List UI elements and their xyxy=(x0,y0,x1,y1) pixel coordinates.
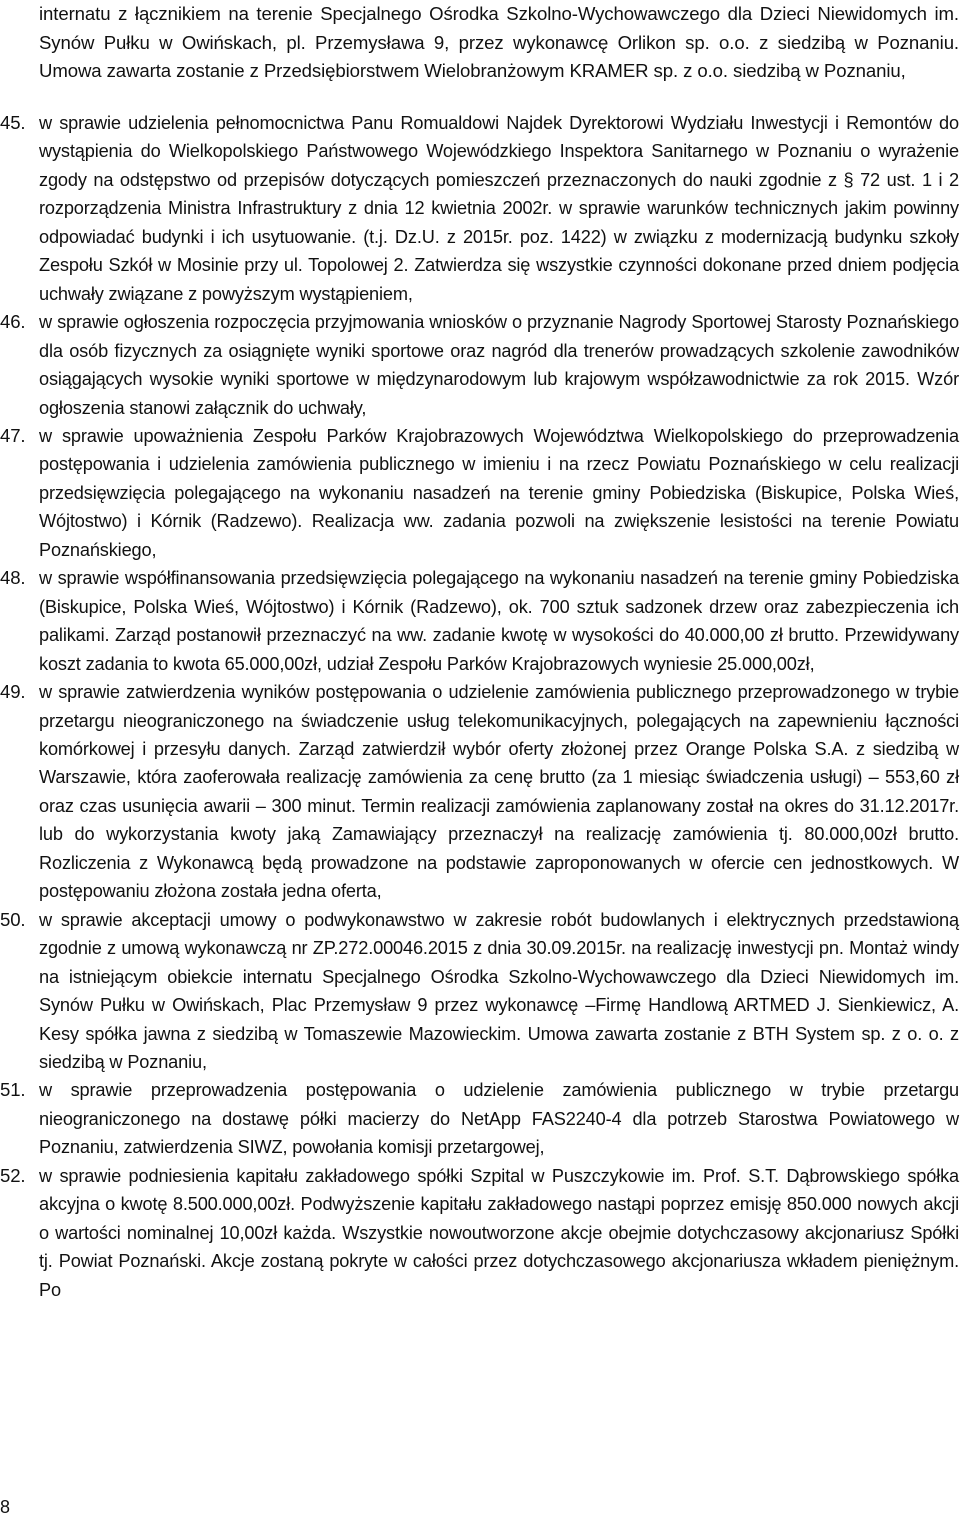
item-text: w sprawie podniesienia kapitału zakładowego spółki Szpital w Puszczykowie im. Prof. S.T. Dąbrowskiego spółka akcyjna o kwotę 8.500.000,00zł. Podwyższenie kapitału zakładowego nastąpi poprzez emisję 850.000 nowych akcji o wartości nominalnej 10,00zł każda. Wszystkie nowoutworzone akcje obejmie dotychczasowy akcjonariusz Spółki tj. Powiat Poznański. Akcje zostaną pokryte w całości przez dotychczasowego akcjonariusza wkładem pieniężnym. Po xyxy=(39,1165,959,1300)
item-number: 51. xyxy=(0,1079,26,1101)
resolution-list xyxy=(0,109,960,1304)
item-number: 52. xyxy=(0,1164,26,1186)
item-text: w sprawie zatwierdzenia wyników postępowania o udzielenie zamówienia publicznego przeprowadzonego w trybie przetargu nieograniczonego na świadczenie usług telekomunikacyjnych, polegających na zapewnieniu łączności komórkowej i przesyłu danych. Zarząd zatwierdził wybór oferty złożonej przez Orange Polska S.A. z siedzibą w Warszawie, która zaoferowała realizację zamówienia za cenę brutto (za 1 miesiąc świadczenia usługi) – 553,60 zł oraz czas usunięcia awarii – 300 minut. Termin realizacji zamówienia zaplanowany został na okres do 31.12.2017r. lub do wykorzystania kwoty jaką Zamawiający przeznaczył na realizację zamówienia tj. 80.000,00zł brutto. Rozliczenia z Wykonawcą będą prowadzone na podstawie zaproponowanych w ofercie cen jednostkowych. W postępowaniu złożona została jedna oferta, xyxy=(39,682,959,902)
intro-paragraph: internatu z łącznikiem na terenie Specjalnego Ośrodka Szkolno-Wychowawczego dla Dzieci Niewidomych im. Synów Pułku w Owińskach, pl. Przemysława 9, przez wykonawcę Orlikon sp. o.o. z siedzibą w Poznaniu. Umowa zawarta zostanie z Przedsiębiorstwem Wielobranżowym KRAMER sp. z o.o. siedzibą w Poznaniu, xyxy=(39,3,959,82)
item-number: 47. xyxy=(0,424,26,446)
page-number: 8 xyxy=(0,1497,11,1517)
item-number: 46. xyxy=(0,311,26,333)
item-number: 48. xyxy=(0,567,26,589)
item-number: 49. xyxy=(0,681,26,703)
list-item xyxy=(0,422,959,564)
item-text: w sprawie udzielenia pełnomocnictwa Panu Romualdowi Najdek Dyrektorowi Wydziału Inwestycji i Remontów do wystąpienia do Wielkopolskiego Państwowego Wojewódzkiego Inspektora Sanitarnego w Poznaniu o wyrażenie zgody na odstępstwo od przepisów dotyczących pomieszczeń przeznaczonych do nauki zgodnie z § 72 ust. 1 i 2 rozporządzenia Ministra Infrastruktury z dnia 12 kwietnia 2002r. w sprawie warunków technicznych jakim powinny odpowiadać budynki i ich usytuowanie. (t.j. Dz.U. z 2015r. poz. 1422) w związku z modernizacją budynku szkoły Zespołu Szkół w Mosinie przy ul. Topolowej 2. Zatwierdza się wszystkie czynności dokonane przed dniem podjęcia uchwały związane z powyższym wystąpieniem, xyxy=(39,113,959,304)
item-text: w sprawie ogłoszenia rozpoczęcia przyjmowania wniosków o przyznanie Nagrody Sportowej Starosty Poznańskiego dla osób fizycznych za osiągnięte wyniki sportowe oraz nagród dla trenerów prowadzących szkolenie zawodników osiągających wysokie wyniki sportowe w międzynarodowym lub krajowym współzawodnictwie za rok 2015. Wzór ogłoszenia stanowi załącznik do uchwały, xyxy=(39,312,959,418)
item-text: w sprawie akceptacji umowy o podwykonawstwo w zakresie robót budowlanych i elektrycznych przedstawioną zgodnie z umową wykonawczą nr ZP.272.00046.2015 z dnia 30.09.2015r. na realizację inwestycji pn. Montaż windy na istniejącym obiekcie internatu Specjalnego Ośrodka Szkolno-Wychowawczego dla Dzieci Niewidomych im. Synów Pułku w Owińskach, Plac Przemysław 9 przez wykonawcę –Firmę Handlową ARTMED J. Sienkiewicz, A. Kesy spółka jawna z siedzibą w Tomaszewie Mazowieckim. Umowa zawarta zostanie z BTH System sp. z o. o. z siedzibą w Poznaniu, xyxy=(39,909,959,1072)
item-number: 50. xyxy=(0,908,26,930)
item-number: 45. xyxy=(0,112,26,133)
item-text: w sprawie upoważnienia Zespołu Parków Krajobrazowych Województwa Wielkopolskiego do przeprowadzenia postępowania i udzielenia zamówienia publicznego w imieniu i na rzecz Powiatu Poznańskiego w celu realizacji przedsięwzięcia polegającego na wykonaniu nasadzeń na terenie gminy Pobiedziska (Biskupice, Polska Wieś, Wójtostwo) i Kórnik (Radzewo). Realizacja ww. zadania pozwoli na zwiększenie lesistości na terenie Powiatu Poznańskiego, xyxy=(39,425,959,560)
list-item xyxy=(0,564,959,678)
list-item xyxy=(0,678,959,906)
list-item xyxy=(0,1162,959,1304)
item-text: w sprawie współfinansowania przedsięwzięcia polegającego na wykonaniu nasadzeń na terenie gminy Pobiedziska (Biskupice, Polska Wieś, Wójtostwo) i Kórnik (Radzewo), ok. 700 sztuk sadzonek drzew oraz zabezpieczenia ich palikami. Zarząd postanowił przeznaczyć na ww. zadanie kwotę w wysokości do 40.000,00 zł brutto. Przewidywany koszt zadania to kwota 65.000,00zł, udział Zespołu Parków Krajobrazowych wyniesie 25.000,00zł, xyxy=(39,568,959,674)
list-item xyxy=(0,308,959,422)
list-item xyxy=(0,1076,959,1161)
list-item xyxy=(0,109,959,308)
list-item xyxy=(0,906,959,1077)
item-text: w sprawie przeprowadzenia postępowania o udzielenie zamówienia publicznego w trybie przetargu nieograniczonego na dostawę półki macierzy do NetApp FAS2240-4 dla potrzeb Starostwa Powiatowego w Poznaniu, zatwierdzenia SIWZ, powołania komisji przetargowej, xyxy=(39,1080,959,1158)
